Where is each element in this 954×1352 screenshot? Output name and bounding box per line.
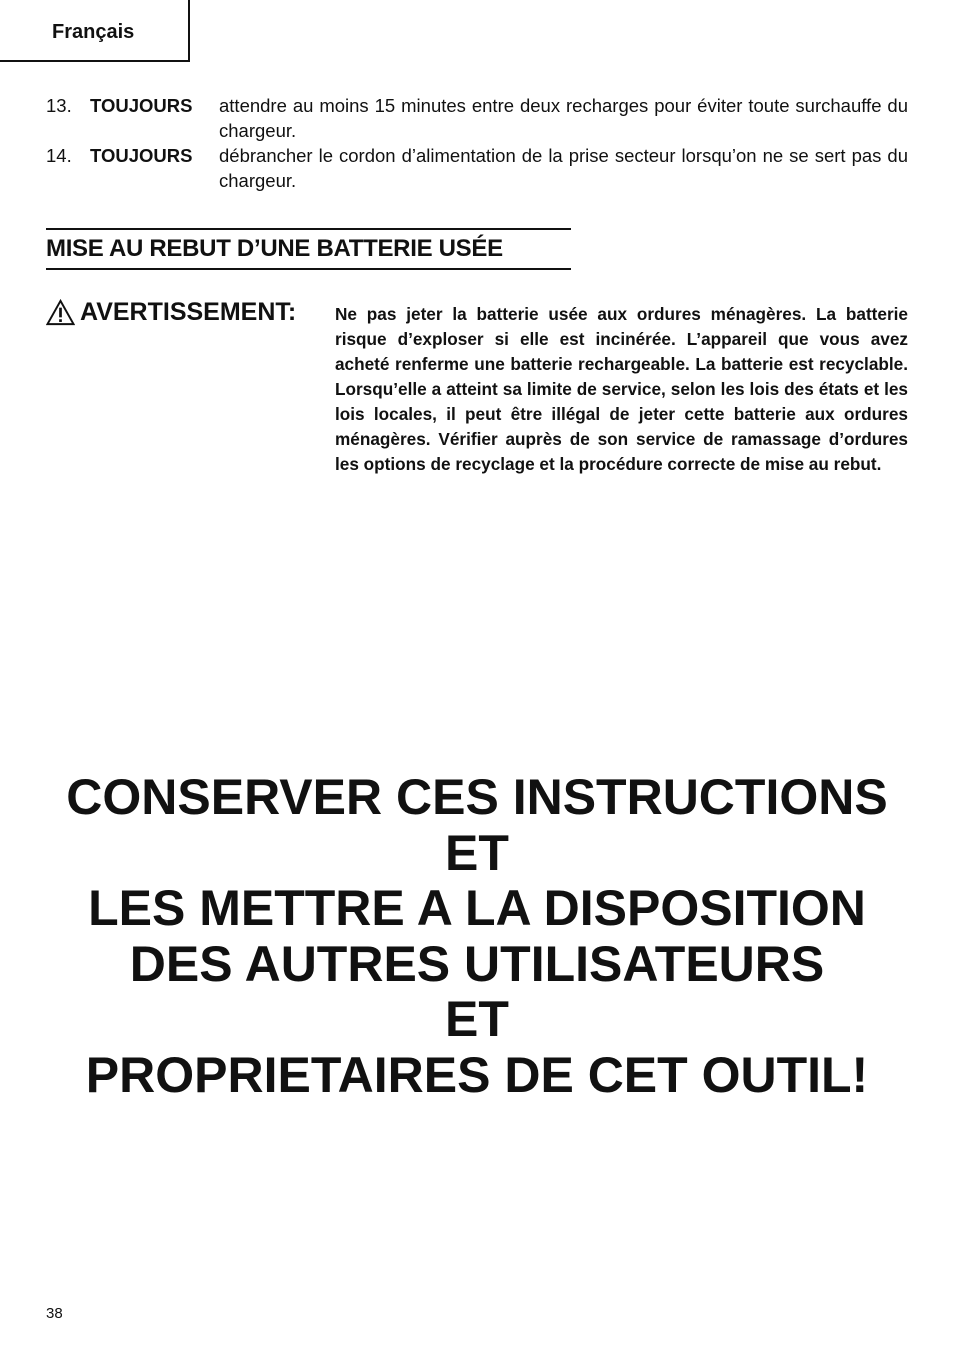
item-number: 14. (46, 145, 72, 166)
warning-triangle-icon (46, 299, 75, 326)
item-text: attendre au moins 15 minutes entre deux recharges pour éviter toute surchauffe du chargeur. (219, 95, 908, 141)
warning-label-group (46, 296, 296, 328)
language-tab (0, 0, 190, 62)
closing-line: ET (445, 991, 509, 1047)
item-number: 13. (46, 95, 72, 116)
item-keyword: TOUJOURS (90, 145, 193, 166)
safety-item-14 (46, 143, 908, 193)
item-text: débrancher le cordon d’alimentation de la prise secteur lorsqu’on ne se sert pas du chargeur. (219, 145, 908, 191)
item-keyword: TOUJOURS (90, 95, 193, 116)
closing-statement (0, 770, 954, 1103)
closing-line: CONSERVER CES INSTRUCTIONS (66, 769, 888, 825)
language-label: Français (52, 21, 135, 43)
closing-line: ET (445, 824, 509, 881)
closing-line: DES AUTRES UTILISATEURS (129, 935, 825, 992)
safety-item-13 (46, 93, 908, 143)
section-title: MISE AU REBUT D’UNE BATTERIE USÉE (46, 228, 571, 270)
page-number: 38 (46, 1305, 63, 1322)
warning-text: Ne pas jeter la batterie usée aux ordures ménagères. La batterie risque d’exploser si elle est incinérée. L’appareil que vous avez acheté renferme une batterie rechargeable. La batterie est recyclable. Lorsqu’elle a atteint sa limite de service, selon les lois des états et les lois locales, il peut être illégal de jeter cette batterie aux ordures ménagères. Vérifier auprès de son service de ramassage d’ordures les options de recyclage et la procédure correcte de mise au rebut. (335, 304, 908, 474)
warning-label: AVERTISSEMENT: (80, 297, 297, 326)
closing-line: PROPRIETAIRES DE CET OUTIL! (85, 1046, 869, 1103)
closing-line: LES METTRE A LA DISPOSITION (88, 880, 866, 936)
